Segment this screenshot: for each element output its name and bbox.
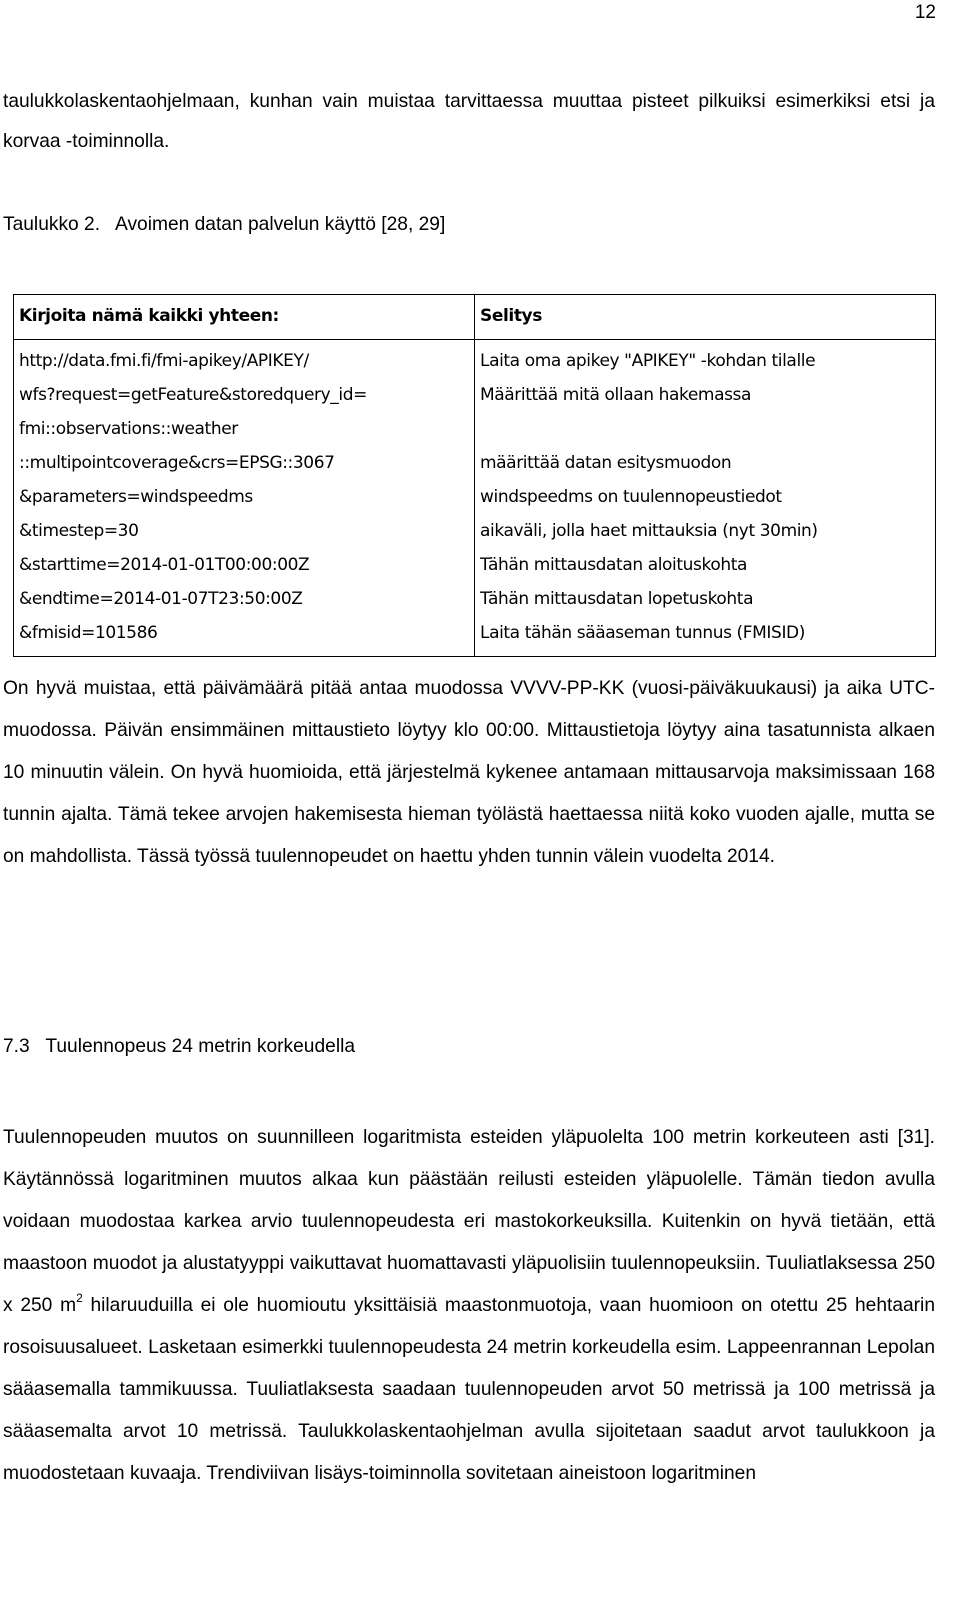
- table-header-query: Kirjoita nämä kaikki yhteen:: [19, 306, 279, 326]
- query-line: wfs?request=getFeature&storedquery_id=: [19, 385, 367, 405]
- intro-paragraph: taulukkolaskentaohjelmaan, kunhan vain muistaa tarvittaessa muuttaa pisteet pilkuiksi esimerkiksi etsi ja korvaa -toiminnolla.: [3, 91, 935, 152]
- description-cell: [475, 340, 936, 657]
- query-line: &endtime=2014-01-07T23:50:00Z: [19, 589, 303, 609]
- wind-speed-paragraph-text: Tuulennopeuden muutos on suunnilleen logaritmista esteiden yläpuolelta 100 metrin korkeuteen asti [31]. Käytännössä logaritminen muutos alkaa kun päästään reilusti esteiden yläpuolelle. Tämän tiedon avulla voidaan muodostaa karkea arvio tuulennopeudesta eri mastokorkeuksilla. Kuitenkin on hyvä tietään, että maastoon muodot ja alustatyyppi vaikuttavat huomattavasti yläpuolisiin tuulennopeuksiin. Tuuliatlaksessa 250 x 250 m: [3, 1127, 935, 1316]
- section-title: Tuulennopeus 24 metrin korkeudella: [45, 1036, 356, 1057]
- wind-speed-paragraph-text-cont: hilaruuduilla ei ole huomioutu yksittäisiä maastonmuotoja, vaan huomioon on otettu 25 hehtaarin rosoisuusalueet. Lasketaan esimerkki tuulennopeudesta 24 metrin korkeudella esim. Lappeenrannan Lepolan sääasemalla tammikuussa. Tuuliatlaksesta saadaan tuulennopeuden arvot 50 metrissä ja 100 metrissä ja sääasemalta arvot 10 metrissä. Taulukkolaskentaohjelman avulla sijoitetaan saadut arvot taulukkoon ja muodostetaan kuvaaja. Trendiviivan lisäys-toiminnolla sovitetaan aineistoon logaritminen: [3, 1295, 935, 1484]
- description-line: määrittää datan esitysmuodon: [480, 453, 732, 473]
- query-line: &parameters=windspeedms: [19, 487, 253, 507]
- table-header-cell-query: [14, 295, 475, 340]
- section-heading: [3, 1027, 355, 1067]
- api-usage-table: [13, 294, 936, 657]
- description-line: Laita tähän sääaseman tunnus (FMISID): [480, 623, 805, 643]
- table-header-cell-description: [475, 295, 936, 340]
- wind-speed-paragraph: [3, 1117, 935, 1495]
- date-format-paragraph: On hyvä muistaa, että päivämäärä pitää antaa muodossa VVVV-PP-KK (vuosi-päiväkuukausi) ja aika UTC-muodossa. Päivän ensimmäinen mittaustieto löytyy klo 00:00. Mittaustietoja löytyy aina tasatunnista alkaen 10 minuutin välein. On hyvä huomioida, että järjestelmä kykenee antamaan mittausarvoja maksimissaan 168 tunnin ajalta. Tämä tekee arvojen hakemisesta hieman työlästä haettaessa niitä koko vuoden ajalle, mutta se on mahdollista. Tässä työssä tuulennopeudet on haettu yhden tunnin välein vuodelta 2014.: [3, 678, 935, 867]
- page-number: 12: [914, 2, 936, 23]
- description-line: aikaväli, jolla haet mittauksia (nyt 30min): [480, 521, 818, 541]
- table-header-row: [14, 295, 936, 340]
- table-header-description: Selitys: [480, 306, 542, 326]
- table-caption: Taulukko 2. Avoimen datan palvelun käyttö [28, 29]: [3, 214, 446, 235]
- section-number: 7.3: [3, 1036, 30, 1057]
- query-line: &starttime=2014-01-01T00:00:00Z: [19, 555, 310, 575]
- description-line: Määrittää mitä ollaan hakemassa: [480, 385, 752, 405]
- query-line: &timestep=30: [19, 521, 139, 541]
- query-line: &fmisid=101586: [19, 623, 158, 643]
- description-line: Tähän mittausdatan lopetuskohta: [480, 589, 754, 609]
- description-line: Tähän mittausdatan aloituskohta: [480, 555, 747, 575]
- superscript: 2: [76, 1291, 83, 1305]
- table-row: [14, 340, 936, 657]
- description-line: windspeedms on tuulennopeustiedot: [480, 487, 782, 507]
- query-cell: [14, 340, 475, 657]
- description-line: [480, 412, 935, 446]
- query-line: ::multipointcoverage&crs=EPSG::3067: [19, 453, 335, 473]
- query-line: http://data.fmi.fi/fmi-apikey/APIKEY/: [19, 351, 309, 371]
- description-line: Laita oma apikey "APIKEY" -kohdan tilalle: [480, 351, 816, 371]
- query-line: fmi::observations::weather: [19, 419, 238, 439]
